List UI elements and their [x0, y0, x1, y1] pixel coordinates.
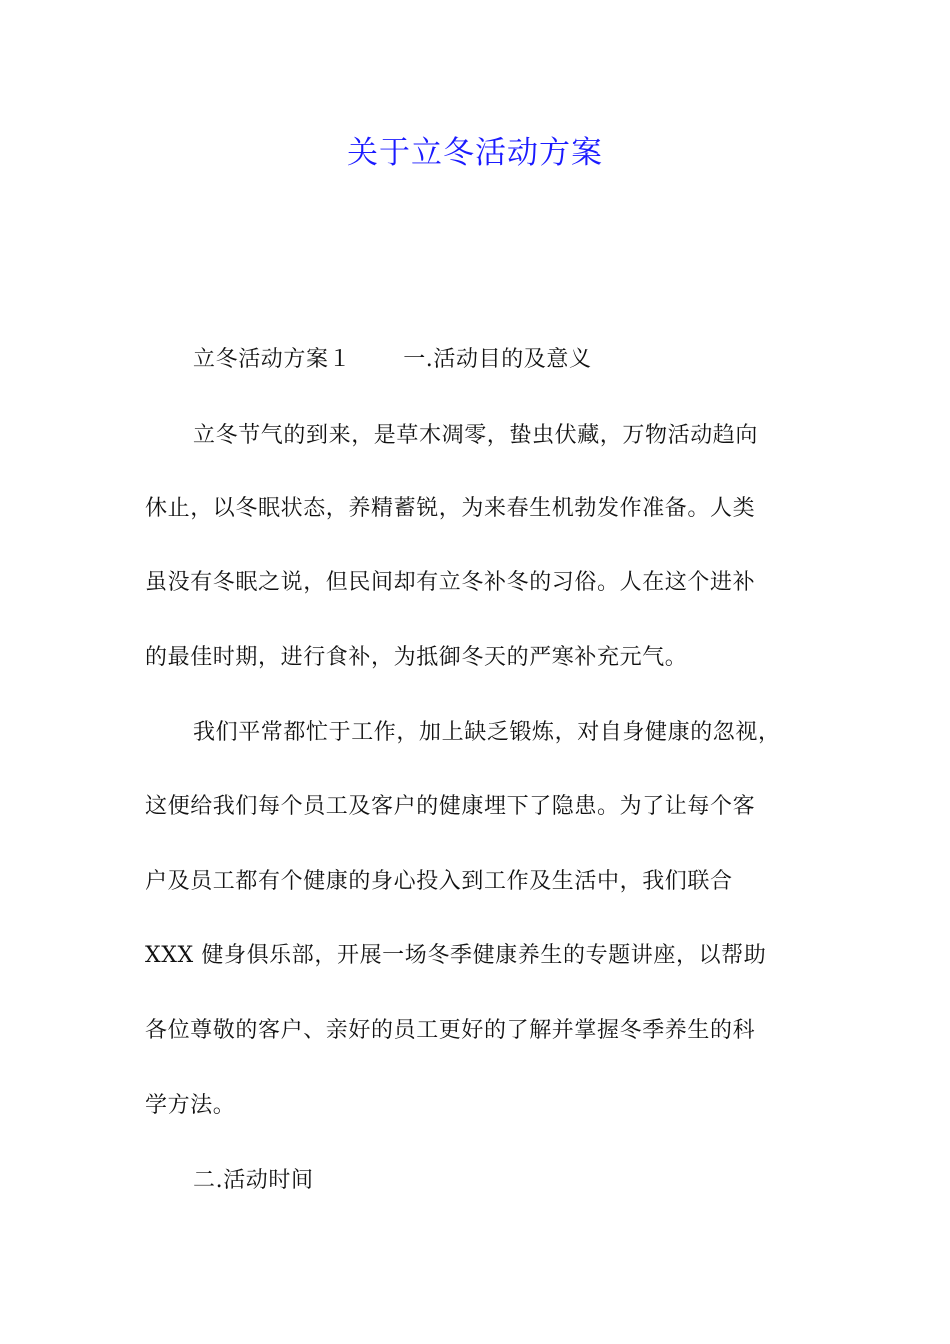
heading-line-1 — [193, 342, 883, 378]
section-heading-1: 一.活动目的及意义 — [403, 347, 592, 372]
paragraph-line: 各位尊敬的客户、亲好的员工更好的了解并掌握冬季养生的科 — [145, 1018, 756, 1043]
paragraph-line: 这便给我们每个员工及客户的健康埋下了隐患。为了让每个客 — [145, 794, 756, 819]
plan-label: 立冬活动方案１ — [193, 347, 352, 372]
paragraph-line: 虽没有冬眠之说，但民间却有立冬补冬的习俗。人在这个进补 — [145, 570, 756, 595]
paragraph-line: 的最佳时期，进行食补，为抵御冬天的严寒补充元气。 — [145, 645, 688, 670]
paragraph-line: 休止，以冬眠状态，养精蓄锐，为来春生机勃发作准备。人类 — [145, 496, 756, 521]
paragraph-line: XXX 健身俱乐部，开展一场冬季健康养生的专题讲座，以帮助 — [145, 943, 767, 968]
document-title: 关于立冬活动方案 — [347, 135, 603, 171]
paragraph-line: 我们平常都忙于工作，加上缺乏锻炼，对自身健康的忽视， — [193, 720, 781, 745]
paragraph-line: 户及员工都有个健康的身心投入到工作及生活中，我们联合 — [145, 869, 733, 894]
section-heading-2: 二.活动时间 — [193, 1168, 314, 1193]
paragraph-line: 立冬节气的到来，是草木凋零，蛰虫伏藏，万物活动趋向 — [193, 423, 759, 448]
paragraph-line: 学方法。 — [145, 1093, 236, 1118]
